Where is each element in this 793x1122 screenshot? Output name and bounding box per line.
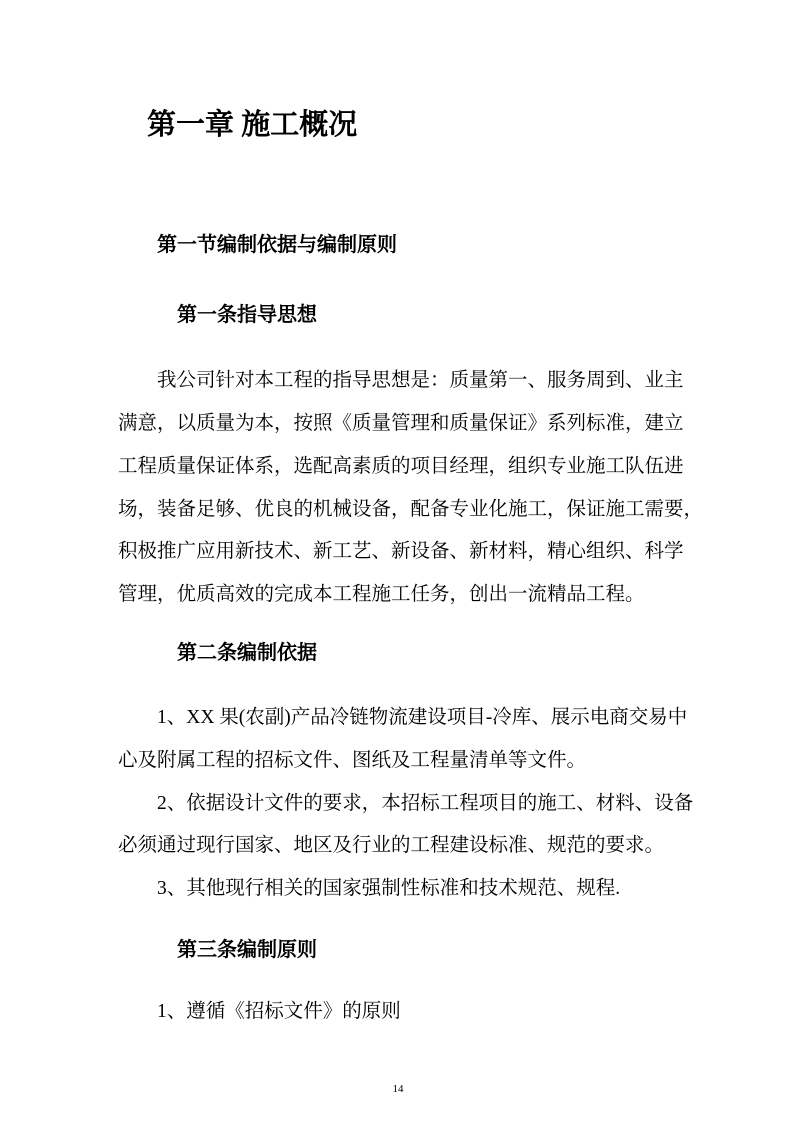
paragraph-line: 工程质量保证体系，选配高素质的项目经理，组织专业施工队伍进 — [118, 456, 684, 477]
page-number: 14 — [392, 1083, 404, 1095]
article-1-title: 第一条指导思想 — [177, 304, 317, 326]
paragraph-line: 管理，优质高效的完成本工程施工任务，创出一流精品工程。 — [118, 584, 645, 605]
paragraph-line: 3、其他现行相关的国家强制性标准和技术规范、规程. — [157, 878, 621, 899]
paragraph-line: 必须通过现行国家、地区及行业的工程建设标准、规范的要求。 — [118, 835, 665, 856]
paragraph-line: 我公司针对本工程的指导思想是：质量第一、服务周到、业主 — [157, 370, 684, 391]
paragraph-line: 心及附属工程的招标文件、图纸及工程量清单等文件。 — [118, 750, 587, 771]
section-title: 第一节编制依据与编制原则 — [157, 234, 397, 256]
article-2-title: 第二条编制依据 — [177, 642, 317, 664]
paragraph-line: 满意，以质量为本，按照《质量管理和质量保证》系列标准，建立 — [118, 413, 684, 434]
paragraph-line: 1、XX 果(农副)产品冷链物流建设项目-冷库、展示电商交易中 — [157, 707, 688, 728]
paragraph-line: 积极推广应用新技术、新工艺、新设备、新材料，精心组织、科学 — [118, 541, 684, 562]
paragraph-line: 场，装备足够、优良的机械设备，配备专业化施工，保证施工需要， — [118, 499, 704, 520]
paragraph-line: 2、依据设计文件的要求，本招标工程项目的施工、材料、设备 — [157, 793, 694, 814]
paragraph-line: 1、遵循《招标文件》的原则 — [157, 1001, 401, 1022]
chapter-title: 第一章 施工概况 — [147, 109, 358, 141]
article-3-title: 第三条编制原则 — [177, 939, 317, 961]
